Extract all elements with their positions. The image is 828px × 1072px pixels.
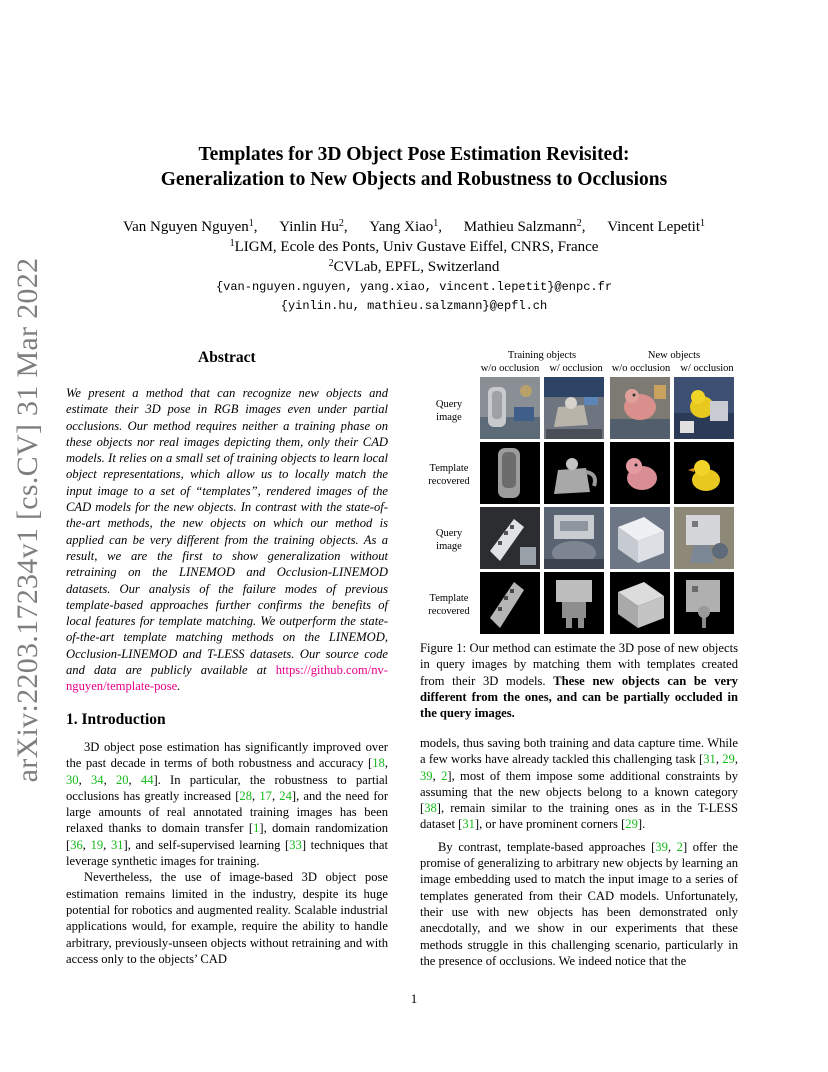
email-line: {van-nguyen.nguyen, yang.xiao, vincent.lepetit}@enpc.fr [215, 280, 613, 294]
section-heading-introduction: 1. Introduction [66, 711, 166, 728]
citation-link[interactable]: 28 [239, 788, 253, 803]
query-image [544, 377, 604, 439]
left-column-text [66, 739, 388, 967]
author: Yang Xiao$^1$, [369, 218, 443, 235]
source-code-link[interactable]: https://github.com/nv-nguyen/template-pose [66, 663, 388, 694]
abstract-body: We present a method that can recognize new objects and estimate their 3D pose in RGB images even under partial occlusions. Our method requires neither a training phase on these objects nor real images depicting them, only their CAD models. It relies on a small set of training objects to learn local object representations, which allow us to locally match the input image to a set of “templates”, rendered images of the CAD models for the new objects. In contrast with the state-of-the-art methods, the new objects on which our method is applied can be very different from the training objects. As a result, we are the first to show generalization without retraining on the LINEMOD and Occlusion-LINEMOD datasets. Our analysis of the failure modes of previous template-based approaches further confirms the benefits of local features for template matching. We outperform the state-of-the-art template matching methods on the LINEMOD, Occlusion-LINEMOD and T-LESS datasets. Our source code and data are publicly available at https://github.com/nv-nguyen/template-pose. [66, 386, 388, 694]
citation-link[interactable]: 36 [70, 837, 83, 852]
citation-link[interactable]: 19 [90, 837, 104, 852]
citation-link[interactable]: 30 [66, 772, 79, 787]
column-label: w/o occlusion [480, 363, 540, 374]
citation-link[interactable]: 34 [90, 772, 104, 787]
row-label: Template recovered [428, 593, 470, 617]
citation-link[interactable]: 31 [703, 752, 716, 767]
citation-link[interactable]: 29 [625, 817, 638, 832]
template-image [674, 572, 734, 634]
arxiv-stamp: arXiv:2203.17234v1 [cs.CV] 31 Mar 2022 [11, 257, 44, 783]
paragraph: By contrast, template-based approaches [39, 2] offer the promise of generalizing to arbitrary new objects by learning an image embedding used to match the input image to a series of templates generated from their CAD models. Unfortunately, their use with new objects has been demonstrated only anecdotally, and we show in our experiments that these methods struggle in this challenging scenario, particularly in the presence of occlusions. We indeed notice that the [420, 839, 739, 968]
template-image [480, 572, 540, 634]
paragraph: 3D object pose estimation has significantly improved over the past decade in terms of both robustness and accuracy [18, 30, 34, 20, 44]. In particular, the robustness to partial occlusions has greatly increased [28, 17, 24], and the need for large amounts of real annotated training images has been relaxed thanks to domain transfer [1], domain randomization [36, 19, 31], and self-supervised learning [33] techniques that leverage synthetic images for training. [66, 740, 389, 869]
template-image [610, 572, 670, 634]
column-label: w/ occlusion [680, 363, 734, 374]
citation-link[interactable]: 33 [289, 837, 302, 852]
citation-link[interactable]: 2 [676, 839, 683, 854]
citation-link[interactable]: 29 [722, 752, 735, 767]
group-label: New objects [647, 350, 701, 361]
citation-link[interactable]: 18 [372, 756, 385, 771]
page-number: 1 [410, 991, 418, 1006]
citation-link[interactable]: 31 [462, 817, 475, 832]
paragraph: Nevertheless, the use of image-based 3D object pose estimation remains limited in the industry, despite its huge potential for robotics and augmented reality. Scalable industrial applications would, for example, require the ability to handle arbitrary, previously-unseen objects without retraining and with access only to the objects’ CAD [66, 870, 388, 966]
citation-link[interactable]: 38 [424, 801, 437, 816]
figure-1 [420, 350, 740, 638]
author-list [0, 217, 828, 237]
affiliation: $^2$CVLab, EPFL, Switzerland [328, 258, 500, 275]
query-image [610, 507, 670, 569]
template-image [674, 442, 734, 504]
query-image [544, 507, 604, 569]
template-image [544, 442, 604, 504]
template-image [544, 572, 604, 634]
query-image [610, 377, 670, 439]
affiliation: $^1$LIGM, Ecole des Ponts, Univ Gustave Eiffel, CNRS, France [229, 238, 599, 255]
column-label: w/ occlusion [549, 363, 603, 374]
author: Yinlin Hu$^2$, [279, 218, 348, 235]
template-image [610, 442, 670, 504]
group-label: Training objects [507, 350, 577, 361]
citation-link[interactable]: 39 [420, 768, 433, 783]
author: Van Nguyen Nguyen$^1$, [122, 218, 258, 235]
query-image [674, 377, 734, 439]
citation-link[interactable]: 39 [655, 839, 668, 854]
query-image [480, 377, 540, 439]
paragraph: models, thus saving both training and data capture time. While a few works have already tackled this challenging task [31, 29, 39, 2], most of them impose some additional constraints by assuming that the new objects belong to a known category [38], remain similar to the training ones as in the T-LESS dataset [31], or have prominent corners [29]. [420, 736, 738, 832]
row-label: Template recovered [428, 463, 470, 487]
citation-link[interactable]: 2 [441, 768, 448, 783]
template-image [480, 442, 540, 504]
email-line: {yinlin.hu, mathieu.salzmann}@epfl.ch [280, 299, 548, 313]
figure-caption: Figure 1: Our method can estimate the 3D pose of new objects in query images by matching them with templates created from their 3D models. These new objects can be very different from the ones, and can be partially occluded in the query images. [420, 641, 738, 721]
author: Mathieu Salzmann$^2$, [463, 218, 586, 235]
citation-link[interactable]: 31 [110, 837, 124, 852]
citation-link[interactable]: 20 [115, 772, 129, 787]
column-label: w/o occlusion [611, 363, 671, 374]
right-column-text [420, 735, 738, 969]
paper-title: Templates for 3D Object Pose Estimation Revisited: Generalization to New Objects and Robustness to Occlusions [160, 144, 668, 190]
query-image [674, 507, 734, 569]
row-label: Query image [435, 528, 463, 552]
citation-link[interactable]: 17 [259, 788, 272, 803]
query-image [480, 507, 540, 569]
abstract-heading: Abstract [198, 349, 256, 366]
citation-link[interactable]: 24 [279, 788, 292, 803]
citation-link[interactable]: 44 [140, 772, 154, 787]
author: Vincent Lepetit$^1$ [607, 218, 705, 235]
citation-link[interactable]: 1 [253, 821, 260, 836]
row-label: Query image [435, 399, 463, 423]
